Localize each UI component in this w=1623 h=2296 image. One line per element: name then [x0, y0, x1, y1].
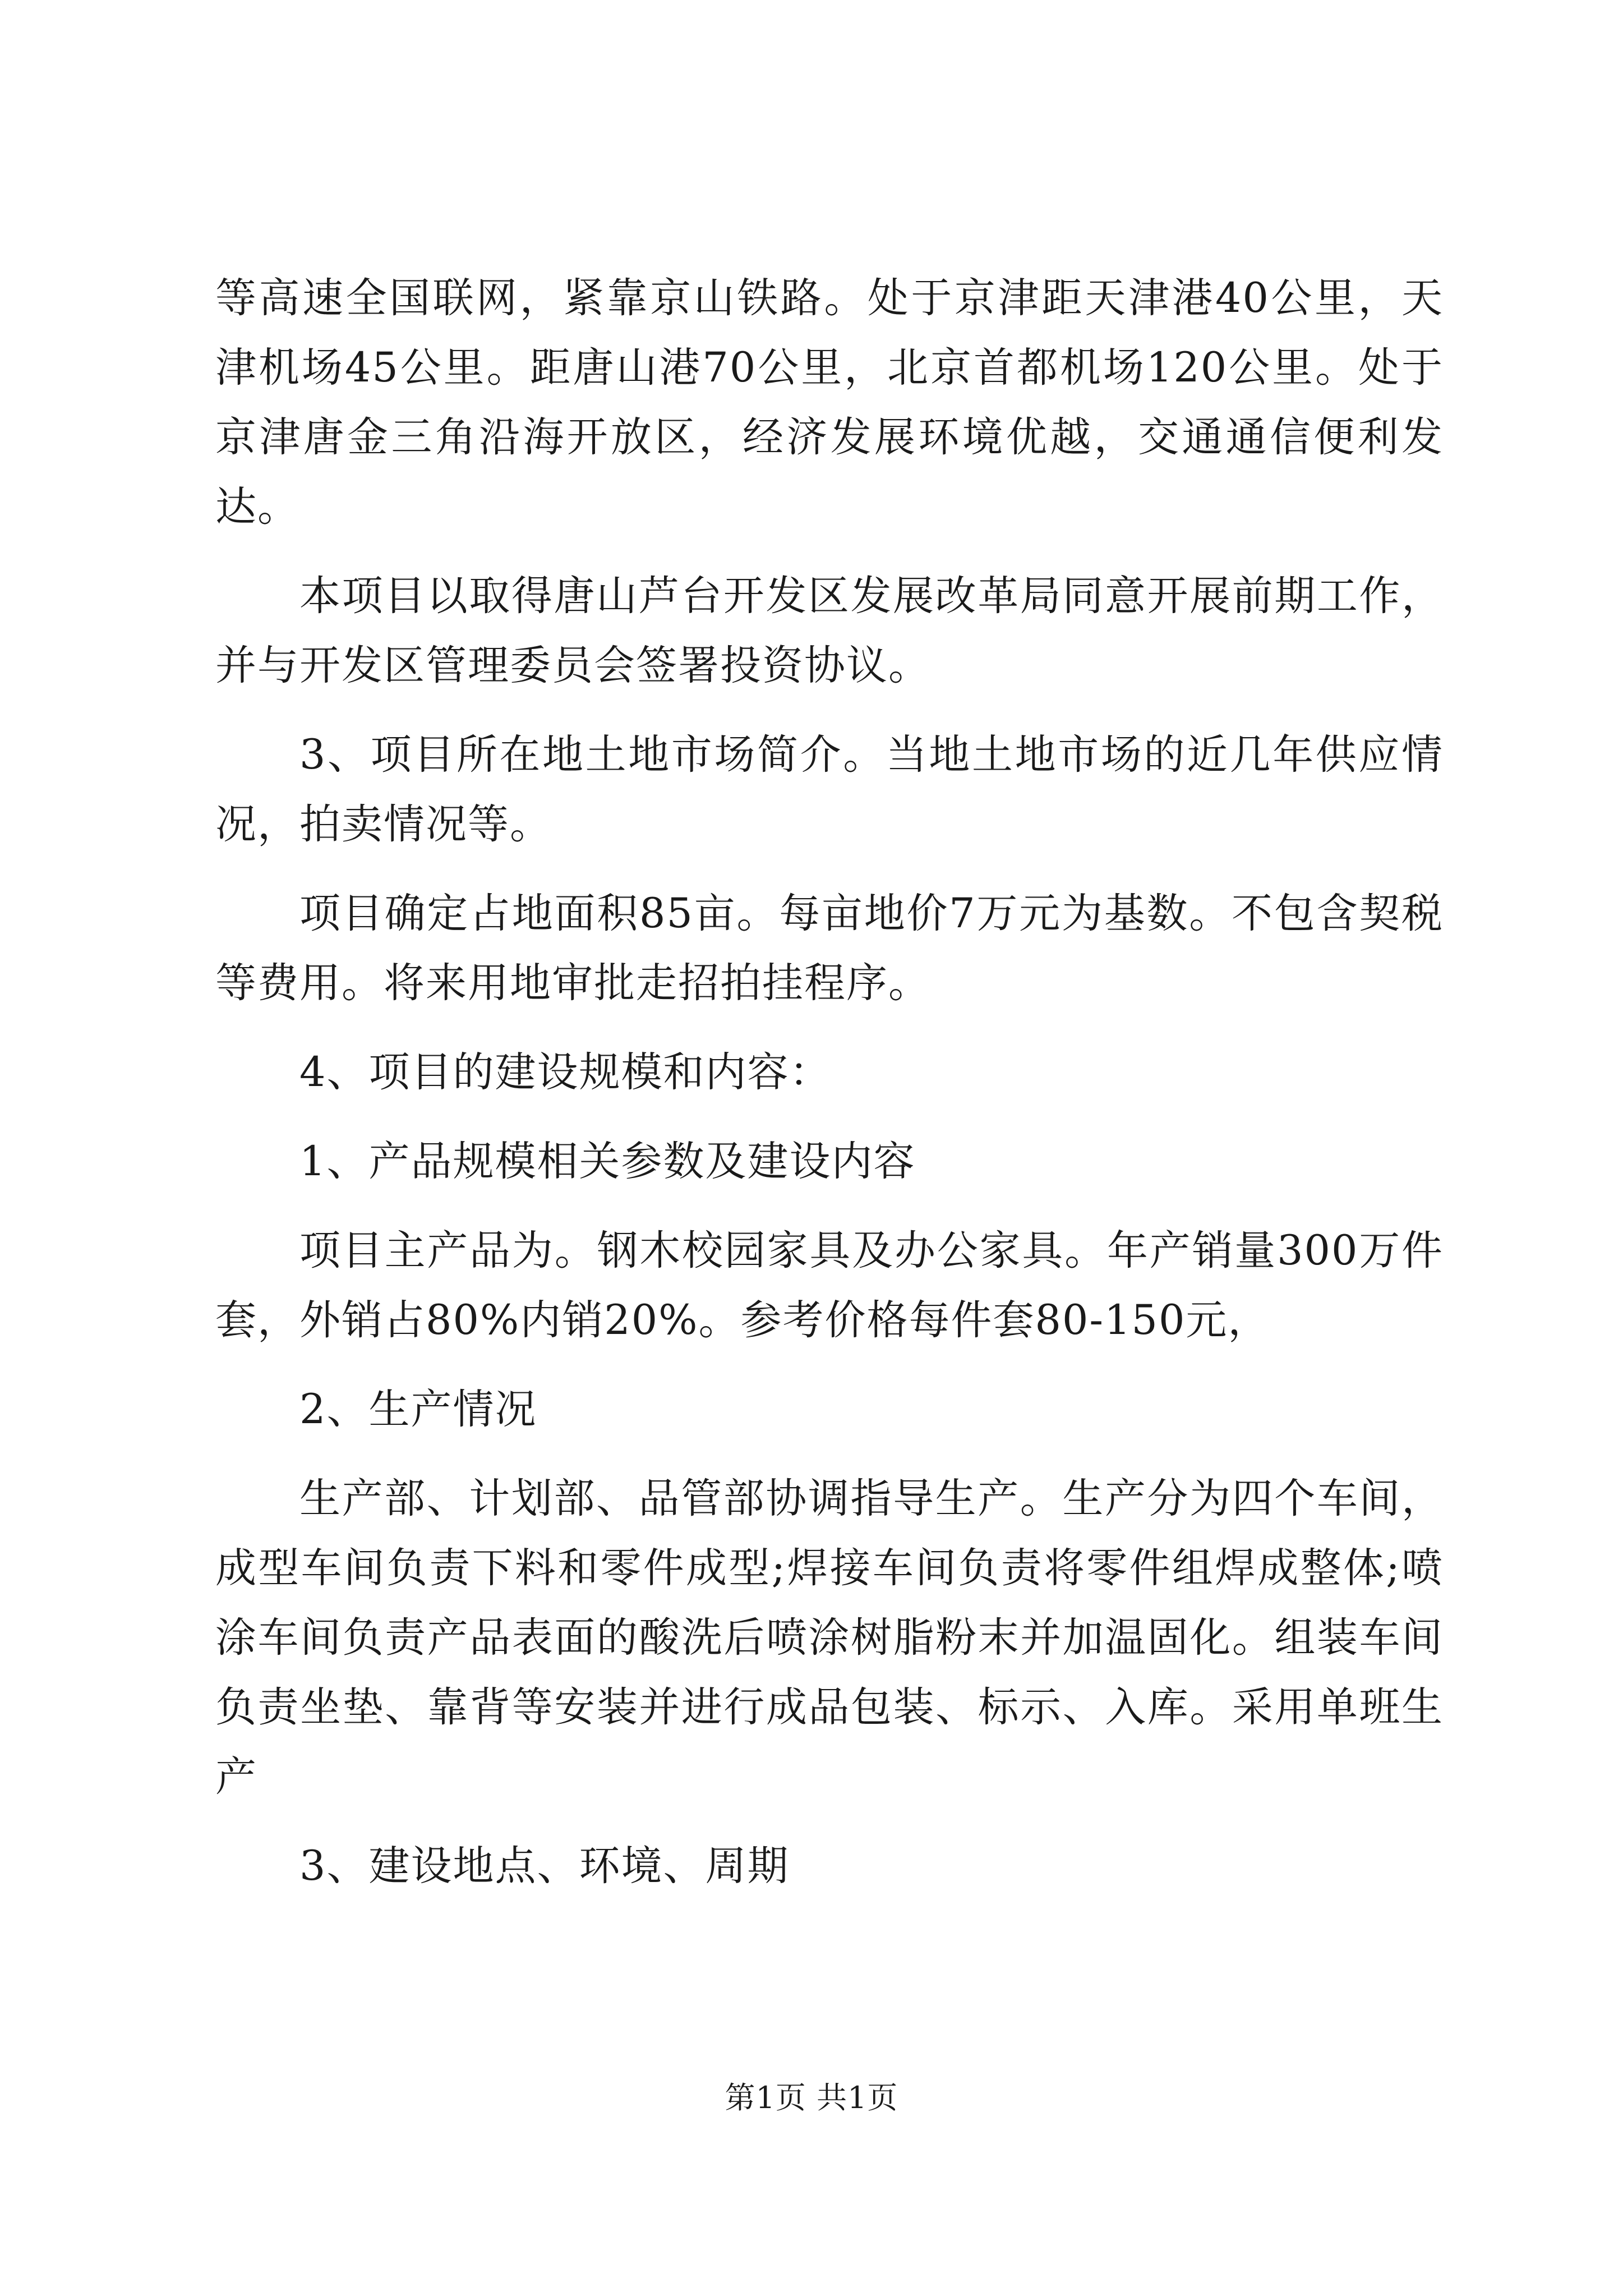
paragraph-production-details: 生产部、计划部、品管部协调指导生产。生产分为四个车间，成型车间负责下料和零件成型;焊接车间负责将零件组焊成整体;喷涂车间负责产品表面的酸洗后喷涂树脂粉末并加温固化。组装车间负责坐垫、靠背等安装并进行成品包装、标示、入库。采用单班生产: [215, 1475, 1444, 1801]
paragraph-site-heading: 3、建设地点、环境、周期: [299, 1842, 790, 1890]
paragraph-land-market-heading: 3、项目所在地土地市场简介。当地土地市场的近几年供应情况，拍卖情况等。: [215, 731, 1444, 848]
paragraph-product-details: 项目主产品为。钢木校园家具及办公家具。年产销量300万件套，外销占80%内销20%。参考价格每件套80-150元，: [215, 1227, 1444, 1344]
paragraph-product-heading: 1、产品规模相关参数及建设内容: [299, 1138, 916, 1185]
document-body: [215, 264, 1444, 1921]
paragraph-scale-heading: 4、项目的建设规模和内容：: [299, 1048, 832, 1096]
page-footer: 第1页 共1页: [725, 2080, 898, 2115]
paragraph-location-transport: 等高速全国联网，紧靠京山铁路。处于京津距天津港40公里，天津机场45公里。距唐山港70公里，北京首都机场120公里。处于京津唐金三角沿海开放区，经济发展环境优越，交通通信便利发达。: [215, 274, 1444, 531]
paragraph-land-area: 项目确定占地面积85亩。每亩地价7万元为基数。不包含契税等费用。将来用地审批走招拍挂程序。: [215, 890, 1444, 1007]
paragraph-production-heading: 2、生产情况: [299, 1386, 537, 1433]
paragraph-project-approval: 本项目以取得唐山芦台开发区发展改革局同意开展前期工作，并与开发区管理委员会签署投资协议。: [215, 572, 1444, 689]
